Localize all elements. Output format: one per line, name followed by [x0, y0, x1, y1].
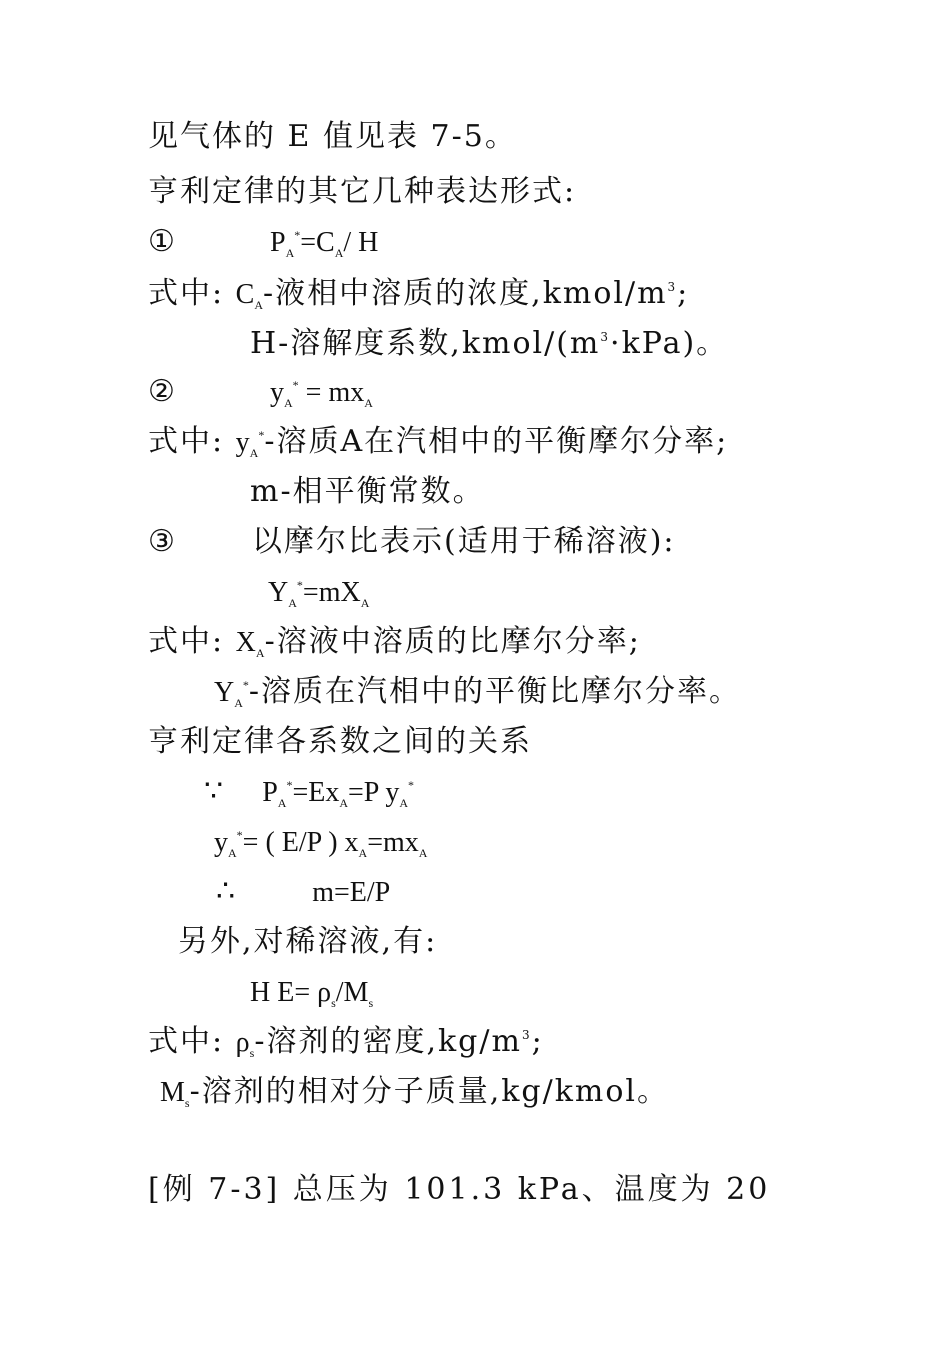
text-line: [148, 722, 532, 762]
definition-text: -溶液中溶质的比摩尔分率;: [264, 624, 641, 659]
line-text: 另外,对稀溶液,有:: [178, 924, 438, 959]
symbol: $y_A^*$: [235, 427, 265, 460]
formula: $P_A^*=C_A/$ H: [270, 227, 379, 260]
formula: $Y_A^*=mX_A$: [268, 577, 370, 610]
derivation-line: [204, 772, 414, 813]
line-text: [例 7-3] 总压为 101.3 kPa、温度为 20: [148, 1172, 771, 1207]
text-line: [148, 117, 517, 157]
item-number: ②: [148, 374, 177, 409]
derivation-line: [214, 822, 427, 863]
symbol: $X_A$: [235, 627, 265, 660]
definition-line: [148, 422, 728, 463]
definition-text: -液相中溶质的浓度,kmol/m: [263, 276, 668, 311]
line-text: 亨利定律的其它几种表达形式:: [148, 174, 577, 209]
formula: $P_A^*=Ex_A=P$ $y_A^*$: [262, 777, 415, 810]
text-line: [178, 922, 437, 962]
item-number: ③: [148, 524, 177, 559]
definition-text: m-相平衡常数。: [250, 474, 485, 509]
label: 式中:: [148, 424, 225, 459]
definition-line: [160, 1072, 669, 1113]
definition-text: -溶剂的相对分子质量,kg/kmol。: [189, 1074, 670, 1109]
because-symbol: ∵: [204, 774, 226, 809]
symbol: $C_A$: [235, 279, 264, 312]
definition-line: H-溶解度系数$,kmol/(m^3\cdot kPa)$。: [250, 326, 729, 361]
therefore-symbol: ∴: [216, 874, 238, 909]
formula-line-3: [268, 572, 369, 613]
definition-line: 式中: $C_A-$液相中溶质的浓度$,kmol/m^3$;: [148, 276, 690, 312]
heading-text: 以摩尔比表示(适用于稀溶液):: [252, 524, 676, 559]
definition-line: 式中: $\rho_s-$溶剂的密度$,kg/m^3$;: [148, 1024, 544, 1060]
definition-line: [214, 672, 741, 713]
definition-text: -溶剂的密度,kg/m: [254, 1024, 522, 1059]
formula: $y_A^* = mx_A$: [270, 377, 373, 410]
label: 式中:: [148, 1024, 225, 1059]
line-text: 见气体的 E 值见表 7-5。: [148, 119, 517, 154]
definition-text: -溶质在汽相中的平衡比摩尔分率。: [248, 674, 742, 709]
formula-line-2: [148, 372, 373, 413]
symbol: $\rho_s$: [235, 1027, 255, 1060]
line-text: 亨利定律各系数之间的关系: [148, 724, 532, 759]
formula-heading-3: [148, 522, 676, 562]
symbol: $M_s$: [160, 1077, 190, 1110]
label: 式中:: [148, 276, 225, 311]
formula-line-1: [148, 222, 378, 263]
label: 式中:: [148, 624, 225, 659]
formula: $y_A^*=$ ( E/P ) $x_A=mx_A$: [214, 827, 428, 860]
example-heading: [148, 1170, 770, 1210]
item-number: ①: [148, 224, 177, 259]
definition-text: H-溶解度系数,kmol/(m: [250, 326, 601, 361]
symbol: $Y_A^*$: [214, 677, 249, 710]
definition-line: [148, 622, 641, 663]
formula: m=E/P: [312, 877, 391, 908]
text-line: [148, 172, 576, 212]
formula: H $E= \rho_s/M_s$: [250, 977, 374, 1010]
definition-line: [250, 472, 485, 512]
formula-line-4: [250, 972, 373, 1013]
derivation-line: [216, 872, 390, 913]
definition-text: -溶质A在汽相中的平衡摩尔分率;: [264, 424, 729, 459]
